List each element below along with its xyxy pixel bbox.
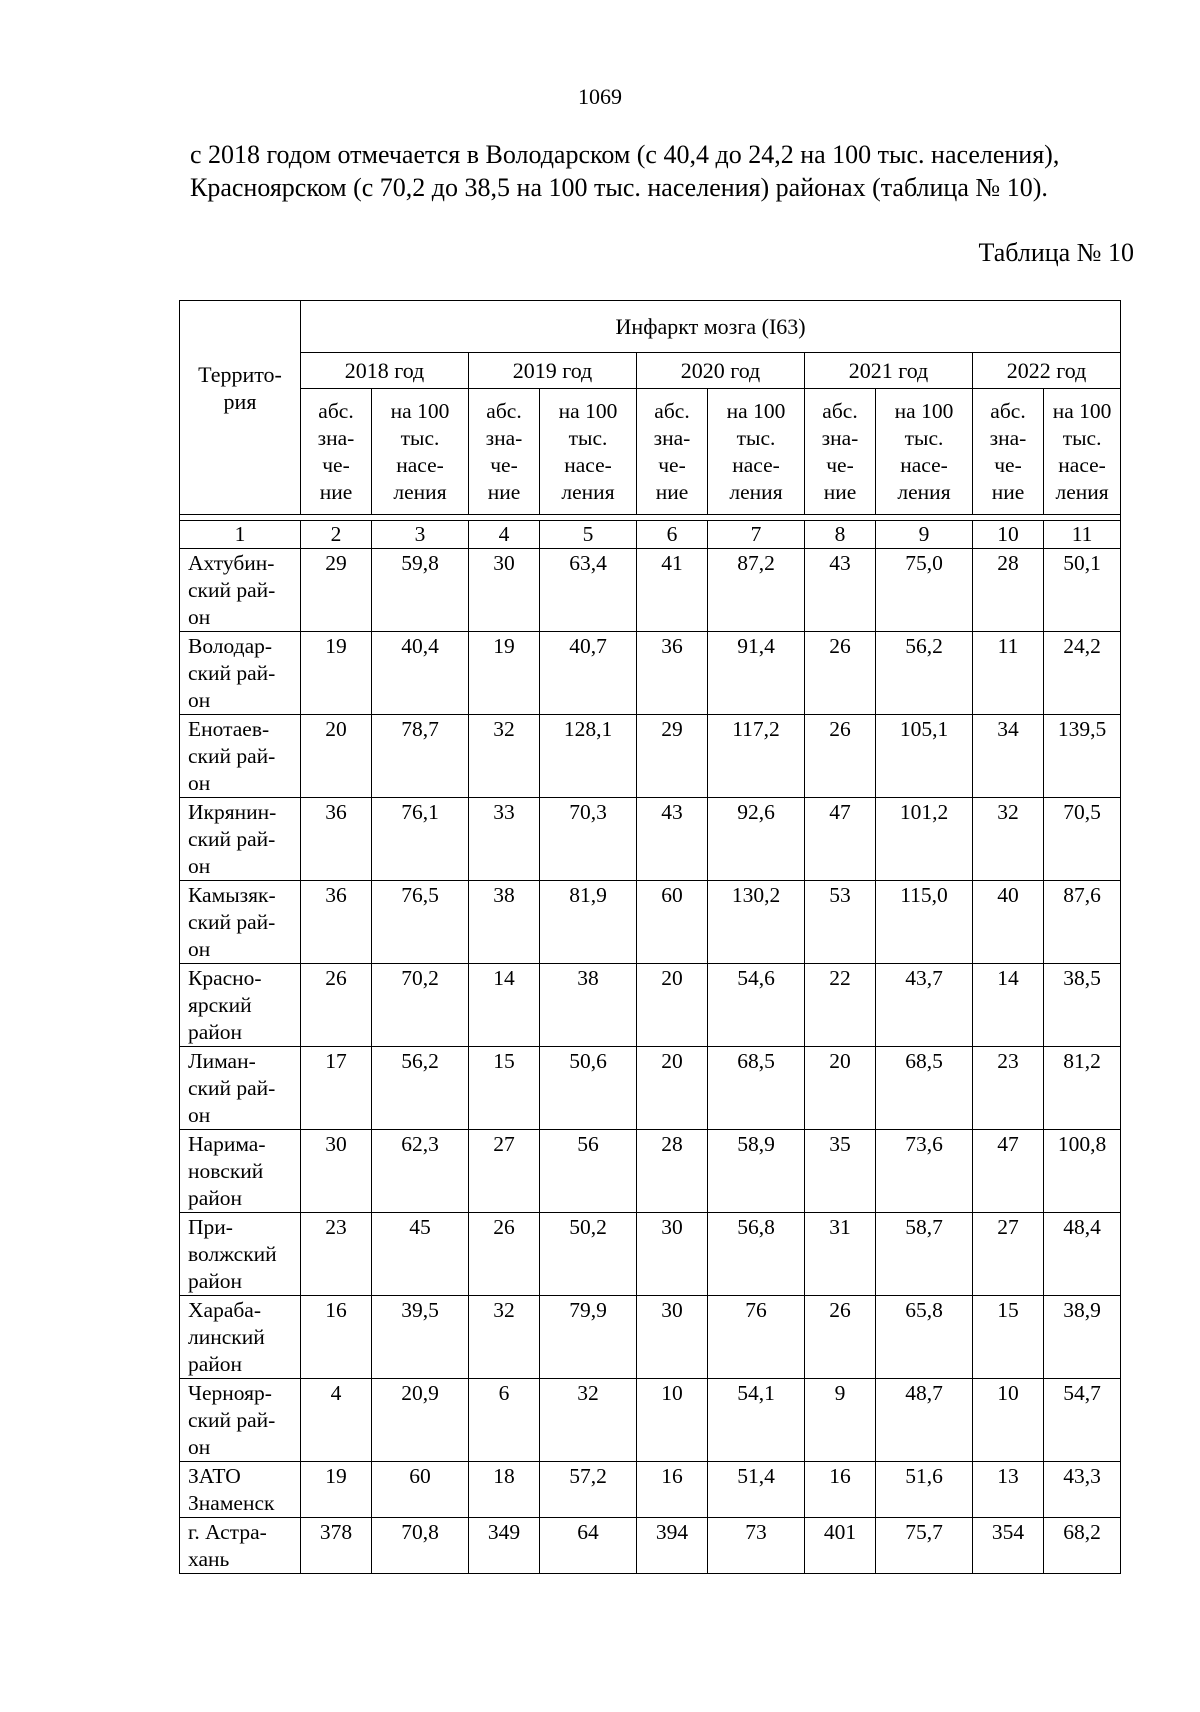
table-row [180, 715, 1121, 798]
rate-value-cell: 73,6 [876, 1130, 973, 1213]
abs-value-cell: 29 [637, 715, 708, 798]
year-header: 2018 год [301, 353, 469, 389]
column-number: 9 [876, 521, 973, 549]
abs-value-cell: 401 [805, 1518, 876, 1574]
abs-value-cell: 40 [973, 881, 1044, 964]
abs-value-cell: 32 [973, 798, 1044, 881]
abs-value-cell: 47 [805, 798, 876, 881]
abs-value-header: абс. зна- че- ние [301, 389, 372, 515]
territory-name: Икрянин- ский рай- он [180, 798, 301, 881]
rate-value-cell: 24,2 [1044, 632, 1121, 715]
rate-value-cell: 100,8 [1044, 1130, 1121, 1213]
abs-value-cell: 53 [805, 881, 876, 964]
abs-value-cell: 26 [805, 715, 876, 798]
rate-value-cell: 48,7 [876, 1379, 973, 1462]
table-row [180, 632, 1121, 715]
rate-value-cell: 59,8 [372, 549, 469, 632]
rate-value-cell: 43,7 [876, 964, 973, 1047]
column-number: 11 [1044, 521, 1121, 549]
rate-value-cell: 38,5 [1044, 964, 1121, 1047]
rate-value-cell: 50,1 [1044, 549, 1121, 632]
abs-value-cell: 26 [469, 1213, 540, 1296]
table-row [180, 1379, 1121, 1462]
rate-value-cell: 70,3 [540, 798, 637, 881]
abs-value-cell: 27 [469, 1130, 540, 1213]
abs-value-cell: 36 [637, 632, 708, 715]
abs-value-cell: 22 [805, 964, 876, 1047]
rate-value-cell: 54,7 [1044, 1379, 1121, 1462]
abs-value-cell: 31 [805, 1213, 876, 1296]
abs-value-header: абс. зна- че- ние [469, 389, 540, 515]
rate-value-cell: 128,1 [540, 715, 637, 798]
abs-value-cell: 349 [469, 1518, 540, 1574]
abs-value-cell: 41 [637, 549, 708, 632]
abs-value-cell: 20 [637, 1047, 708, 1130]
abs-value-cell: 36 [301, 881, 372, 964]
abs-value-cell: 34 [973, 715, 1044, 798]
abs-value-cell: 30 [301, 1130, 372, 1213]
territory-name: Хараба- линский район [180, 1296, 301, 1379]
abs-value-cell: 23 [301, 1213, 372, 1296]
abs-value-cell: 16 [301, 1296, 372, 1379]
table-caption: Таблица № 10 [978, 238, 1134, 267]
territory-name: ЗАТО Знаменск [180, 1462, 301, 1518]
rate-value-cell: 117,2 [708, 715, 805, 798]
rate-value-cell: 115,0 [876, 881, 973, 964]
abs-value-cell: 26 [805, 1296, 876, 1379]
column-number: 3 [372, 521, 469, 549]
abs-value-cell: 27 [973, 1213, 1044, 1296]
year-header: 2022 год [973, 353, 1121, 389]
rate-value-cell: 40,4 [372, 632, 469, 715]
rate-value-cell: 50,6 [540, 1047, 637, 1130]
rate-per-100k-header: на 100 тыс. насе- ления [540, 389, 637, 515]
table-row [180, 1213, 1121, 1296]
territory-name: Чернояр- ский рай- он [180, 1379, 301, 1462]
rate-value-cell: 87,2 [708, 549, 805, 632]
abs-value-cell: 32 [469, 715, 540, 798]
territory-name: Володар- ский рай- он [180, 632, 301, 715]
table-row [180, 1518, 1121, 1574]
column-number: 7 [708, 521, 805, 549]
rate-value-cell: 78,7 [372, 715, 469, 798]
abs-value-cell: 18 [469, 1462, 540, 1518]
abs-value-cell: 20 [637, 964, 708, 1047]
rate-value-cell: 51,6 [876, 1462, 973, 1518]
abs-value-cell: 394 [637, 1518, 708, 1574]
rate-value-cell: 63,4 [540, 549, 637, 632]
rate-value-cell: 32 [540, 1379, 637, 1462]
rate-value-cell: 65,8 [876, 1296, 973, 1379]
abs-value-cell: 14 [973, 964, 1044, 1047]
rate-value-cell: 70,8 [372, 1518, 469, 1574]
abs-value-cell: 13 [973, 1462, 1044, 1518]
abs-value-cell: 16 [637, 1462, 708, 1518]
abs-value-cell: 35 [805, 1130, 876, 1213]
table-row [180, 964, 1121, 1047]
abs-value-cell: 29 [301, 549, 372, 632]
table-row [180, 798, 1121, 881]
abs-value-cell: 378 [301, 1518, 372, 1574]
intro-line-1: с 2018 годом отмечается в Володарском (с 40,4 до 24,2 на 100 тыс. населения), [190, 140, 1060, 169]
intro-paragraph [190, 138, 1140, 204]
abs-value-cell: 354 [973, 1518, 1044, 1574]
table-row [180, 549, 1121, 632]
rate-per-100k-header: на 100 тыс. насе- ления [372, 389, 469, 515]
abs-value-cell: 15 [469, 1047, 540, 1130]
column-number: 5 [540, 521, 637, 549]
rate-value-cell: 54,1 [708, 1379, 805, 1462]
rate-value-cell: 79,9 [540, 1296, 637, 1379]
abs-value-cell: 28 [973, 549, 1044, 632]
abs-value-cell: 10 [973, 1379, 1044, 1462]
abs-value-cell: 6 [469, 1379, 540, 1462]
abs-value-cell: 19 [301, 632, 372, 715]
territory-name: Камызяк- ский рай- он [180, 881, 301, 964]
page-number: 1069 [578, 84, 622, 109]
rate-value-cell: 50,2 [540, 1213, 637, 1296]
abs-value-cell: 11 [973, 632, 1044, 715]
abs-value-cell: 30 [637, 1296, 708, 1379]
rate-value-cell: 68,2 [1044, 1518, 1121, 1574]
rate-value-cell: 45 [372, 1213, 469, 1296]
rate-value-cell: 75,7 [876, 1518, 973, 1574]
rate-value-cell: 101,2 [876, 798, 973, 881]
column-number: 4 [469, 521, 540, 549]
territory-name: Красно- ярский район [180, 964, 301, 1047]
abs-value-cell: 17 [301, 1047, 372, 1130]
rate-value-cell: 64 [540, 1518, 637, 1574]
abs-value-cell: 43 [805, 549, 876, 632]
territory-name: Лиман- ский рай- он [180, 1047, 301, 1130]
column-number-row [180, 521, 1121, 549]
abs-value-cell: 19 [301, 1462, 372, 1518]
abs-value-header: абс. зна- че- ние [973, 389, 1044, 515]
rate-per-100k-header: на 100 тыс. насе- ления [708, 389, 805, 515]
rate-value-cell: 56,8 [708, 1213, 805, 1296]
rate-value-cell: 40,7 [540, 632, 637, 715]
table-row [180, 1296, 1121, 1379]
rate-value-cell: 51,4 [708, 1462, 805, 1518]
rate-value-cell: 43,3 [1044, 1462, 1121, 1518]
abs-value-cell: 60 [637, 881, 708, 964]
rate-value-cell: 87,6 [1044, 881, 1121, 964]
rate-value-cell: 56 [540, 1130, 637, 1213]
rate-value-cell: 70,2 [372, 964, 469, 1047]
year-header: 2020 год [637, 353, 805, 389]
rate-value-cell: 92,6 [708, 798, 805, 881]
rate-per-100k-header: на 100 тыс. насе- ления [876, 389, 973, 515]
territory-header: Террито- рия [180, 301, 301, 515]
rate-value-cell: 76,1 [372, 798, 469, 881]
rate-value-cell: 73 [708, 1518, 805, 1574]
abs-value-cell: 32 [469, 1296, 540, 1379]
rate-value-cell: 81,9 [540, 881, 637, 964]
abs-value-cell: 14 [469, 964, 540, 1047]
abs-value-cell: 10 [637, 1379, 708, 1462]
rate-value-cell: 81,2 [1044, 1047, 1121, 1130]
territory-name: Нарима- новский район [180, 1130, 301, 1213]
rate-value-cell: 54,6 [708, 964, 805, 1047]
rate-value-cell: 56,2 [372, 1047, 469, 1130]
rate-value-cell: 139,5 [1044, 715, 1121, 798]
abs-value-cell: 47 [973, 1130, 1044, 1213]
column-number: 6 [637, 521, 708, 549]
abs-value-cell: 38 [469, 881, 540, 964]
abs-value-header: абс. зна- че- ние [805, 389, 876, 515]
territory-name: г. Астра- хань [180, 1518, 301, 1574]
abs-value-cell: 9 [805, 1379, 876, 1462]
rate-value-cell: 76 [708, 1296, 805, 1379]
table-row [180, 1462, 1121, 1518]
rate-value-cell: 76,5 [372, 881, 469, 964]
rate-value-cell: 75,0 [876, 549, 973, 632]
abs-value-cell: 20 [805, 1047, 876, 1130]
column-number: 8 [805, 521, 876, 549]
abs-value-cell: 26 [805, 632, 876, 715]
abs-value-cell: 43 [637, 798, 708, 881]
rate-value-cell: 57,2 [540, 1462, 637, 1518]
group-header: Инфаркт мозга (I63) [301, 301, 1121, 353]
rate-value-cell: 60 [372, 1462, 469, 1518]
table-row [180, 881, 1121, 964]
abs-value-header: абс. зна- че- ние [637, 389, 708, 515]
rate-value-cell: 48,4 [1044, 1213, 1121, 1296]
rate-value-cell: 62,3 [372, 1130, 469, 1213]
column-number: 2 [301, 521, 372, 549]
abs-value-cell: 30 [637, 1213, 708, 1296]
column-number: 10 [973, 521, 1044, 549]
table-row [180, 1047, 1121, 1130]
rate-value-cell: 91,4 [708, 632, 805, 715]
intro-line-2: Красноярском (с 70,2 до 38,5 на 100 тыс. населения) районах (таблица № 10). [190, 173, 1048, 202]
territory-name: Енотаев- ский рай- он [180, 715, 301, 798]
abs-value-cell: 20 [301, 715, 372, 798]
rate-value-cell: 58,9 [708, 1130, 805, 1213]
territory-name: Ахтубин- ский рай- он [180, 549, 301, 632]
abs-value-cell: 4 [301, 1379, 372, 1462]
rate-value-cell: 68,5 [708, 1047, 805, 1130]
rate-per-100k-header: на 100 тыс. насе- ления [1044, 389, 1121, 515]
column-number: 1 [180, 521, 301, 549]
stroke-statistics-table [179, 300, 1121, 1574]
table-row [180, 1130, 1121, 1213]
rate-value-cell: 105,1 [876, 715, 973, 798]
abs-value-cell: 28 [637, 1130, 708, 1213]
rate-value-cell: 20,9 [372, 1379, 469, 1462]
abs-value-cell: 30 [469, 549, 540, 632]
abs-value-cell: 33 [469, 798, 540, 881]
territory-name: При- волжский район [180, 1213, 301, 1296]
abs-value-cell: 36 [301, 798, 372, 881]
abs-value-cell: 16 [805, 1462, 876, 1518]
rate-value-cell: 38 [540, 964, 637, 1047]
year-header: 2019 год [469, 353, 637, 389]
abs-value-cell: 19 [469, 632, 540, 715]
abs-value-cell: 26 [301, 964, 372, 1047]
abs-value-cell: 23 [973, 1047, 1044, 1130]
year-header: 2021 год [805, 353, 973, 389]
rate-value-cell: 56,2 [876, 632, 973, 715]
rate-value-cell: 130,2 [708, 881, 805, 964]
rate-value-cell: 68,5 [876, 1047, 973, 1130]
rate-value-cell: 38,9 [1044, 1296, 1121, 1379]
abs-value-cell: 15 [973, 1296, 1044, 1379]
rate-value-cell: 39,5 [372, 1296, 469, 1379]
rate-value-cell: 58,7 [876, 1213, 973, 1296]
rate-value-cell: 70,5 [1044, 798, 1121, 881]
